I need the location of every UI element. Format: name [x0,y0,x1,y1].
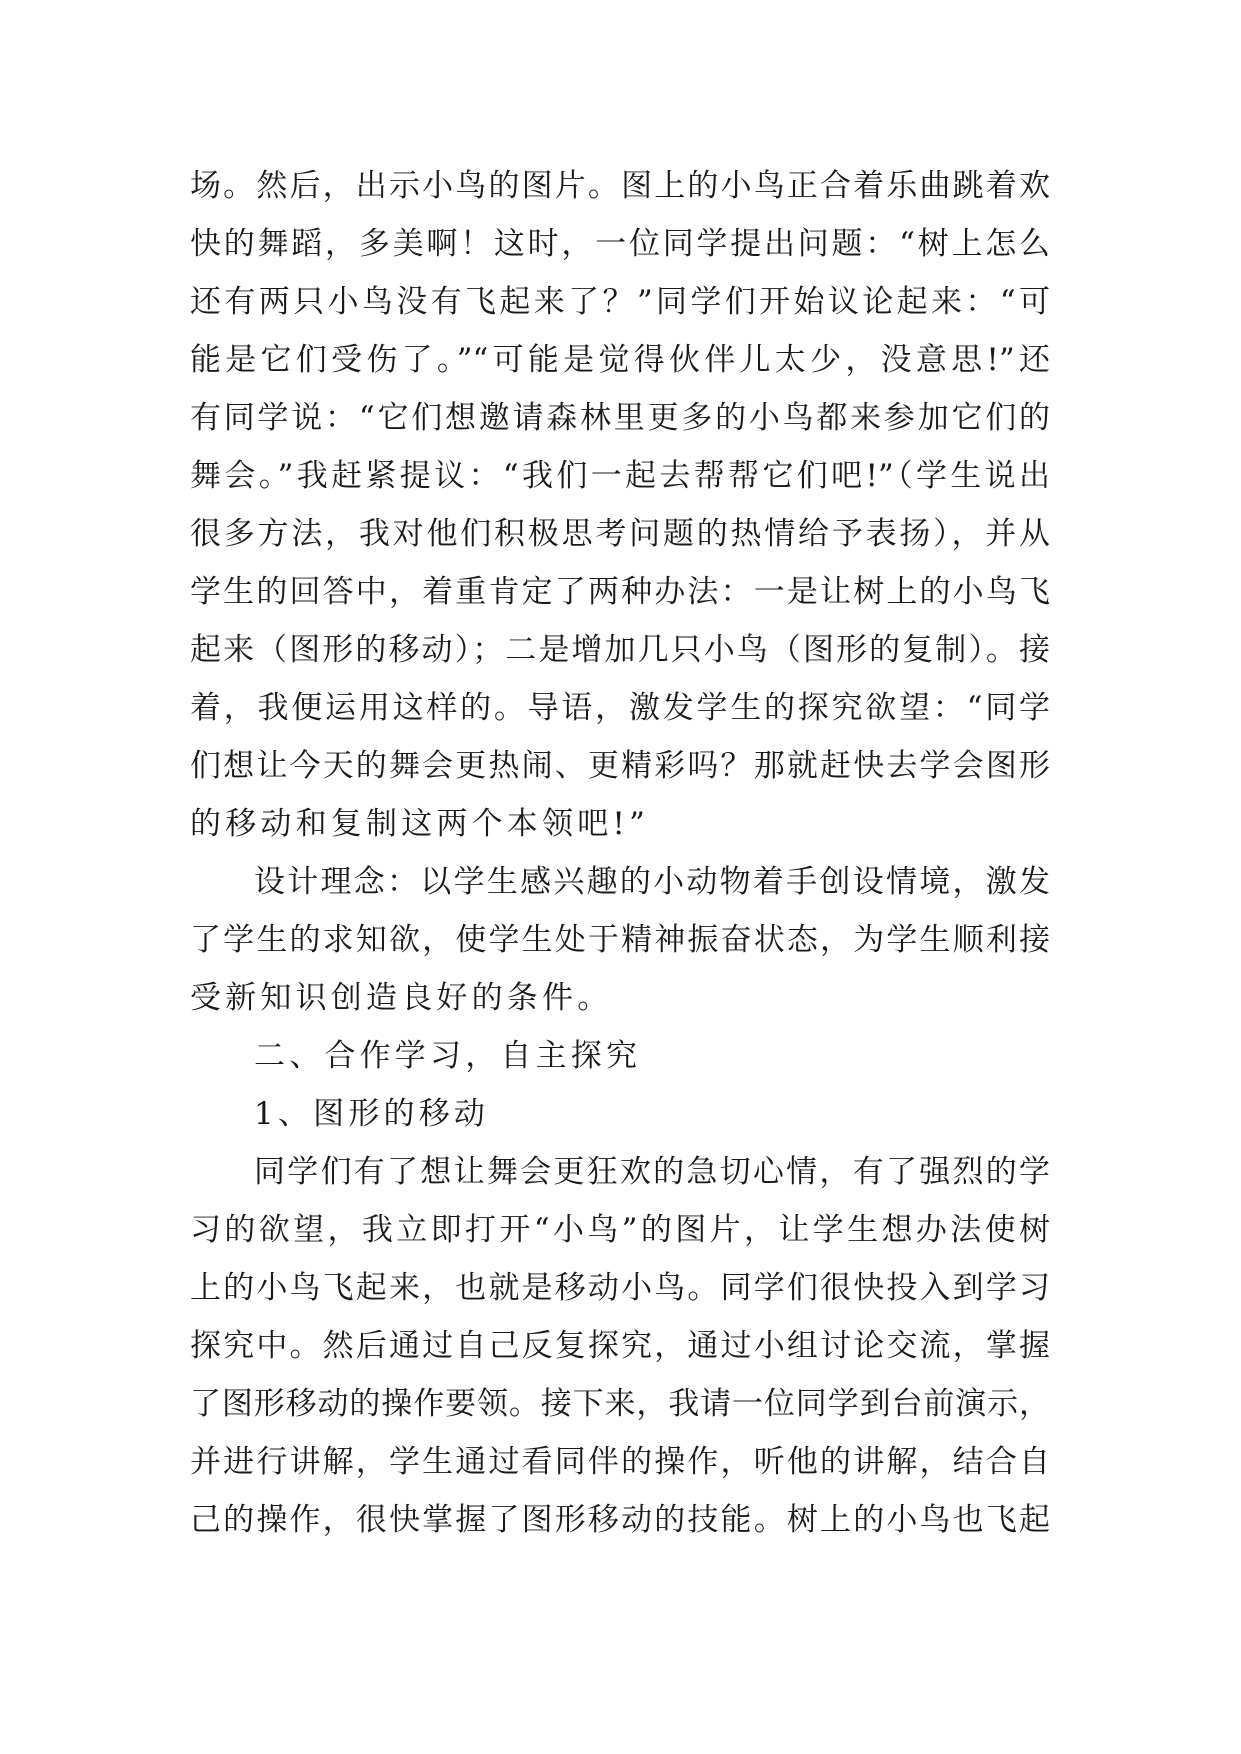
text-line: 舞会。”我赶紧提议：“我们一起去帮帮它们吧!”（学生说出 [190,458,1050,494]
text-line: 还有两只小鸟没有飞起来了？”同学们开始议论起来：“可 [190,284,1050,320]
text-line: 很多方法，我对他们积极思考问题的热情给予表扬），并从 [190,516,1050,552]
text-line: 上的小鸟飞起来，也就是移动小鸟。同学们很快投入到学习 [190,1270,1050,1306]
text-line: 的移动和复制这两个本领吧!” [190,806,650,842]
text-line: 二、合作学习，自主探究 [254,1038,642,1074]
text-line: 能是它们受伤了。”“可能是觉得伙伴儿太少，没意思!”还 [190,342,1050,378]
text-line: 探究中。然后通过自己反复探究，通过小组讨论交流，掌握 [190,1328,1050,1364]
text-line: 习的欲望，我立即打开“小鸟”的图片，让学生想办法使树 [190,1212,1050,1248]
text-line: 己的操作，很快掌握了图形移动的技能。树上的小鸟也飞起 [190,1502,1050,1538]
text-line: 并进行讲解，学生通过看同伴的操作，听他的讲解，结合自 [190,1444,1050,1480]
text-line: 们想让今天的舞会更热闹、更精彩吗？那就赶快去学会图形 [190,748,1050,784]
text-line: 快的舞蹈，多美啊！这时，一位同学提出问题：“树上怎么 [190,226,1050,262]
text-line: 有同学说：“它们想邀请森林里更多的小鸟都来参加它们的 [190,400,1050,436]
text-line: 了图形移动的操作要领。接下来，我请一位同学到台前演示， [190,1386,1050,1422]
text-line: 受新知识创造良好的条件。 [190,980,613,1016]
text-line: 设计理念：以学生感兴趣的小动物着手创设情境，激发 [254,864,1050,900]
text-line: 1、图形的移动 [254,1096,490,1132]
text-line: 学生的回答中，着重肯定了两种办法：一是让树上的小鸟飞 [190,574,1050,610]
text-line: 同学们有了想让舞会更狂欢的急切心情，有了强烈的学 [254,1154,1050,1190]
text-line: 起来（图形的移动）；二是增加几只小鸟（图形的复制）。接 [190,632,1050,668]
document-body [190,157,1050,1549]
text-line: 了学生的求知欲，使学生处于精神振奋状态，为学生顺利接 [190,922,1050,958]
text-line: 场。然后，出示小鸟的图片。图上的小鸟正合着乐曲跳着欢 [190,168,1050,204]
text-line: 着，我便运用这样的。导语，激发学生的探究欲望：“同学 [190,690,1050,726]
